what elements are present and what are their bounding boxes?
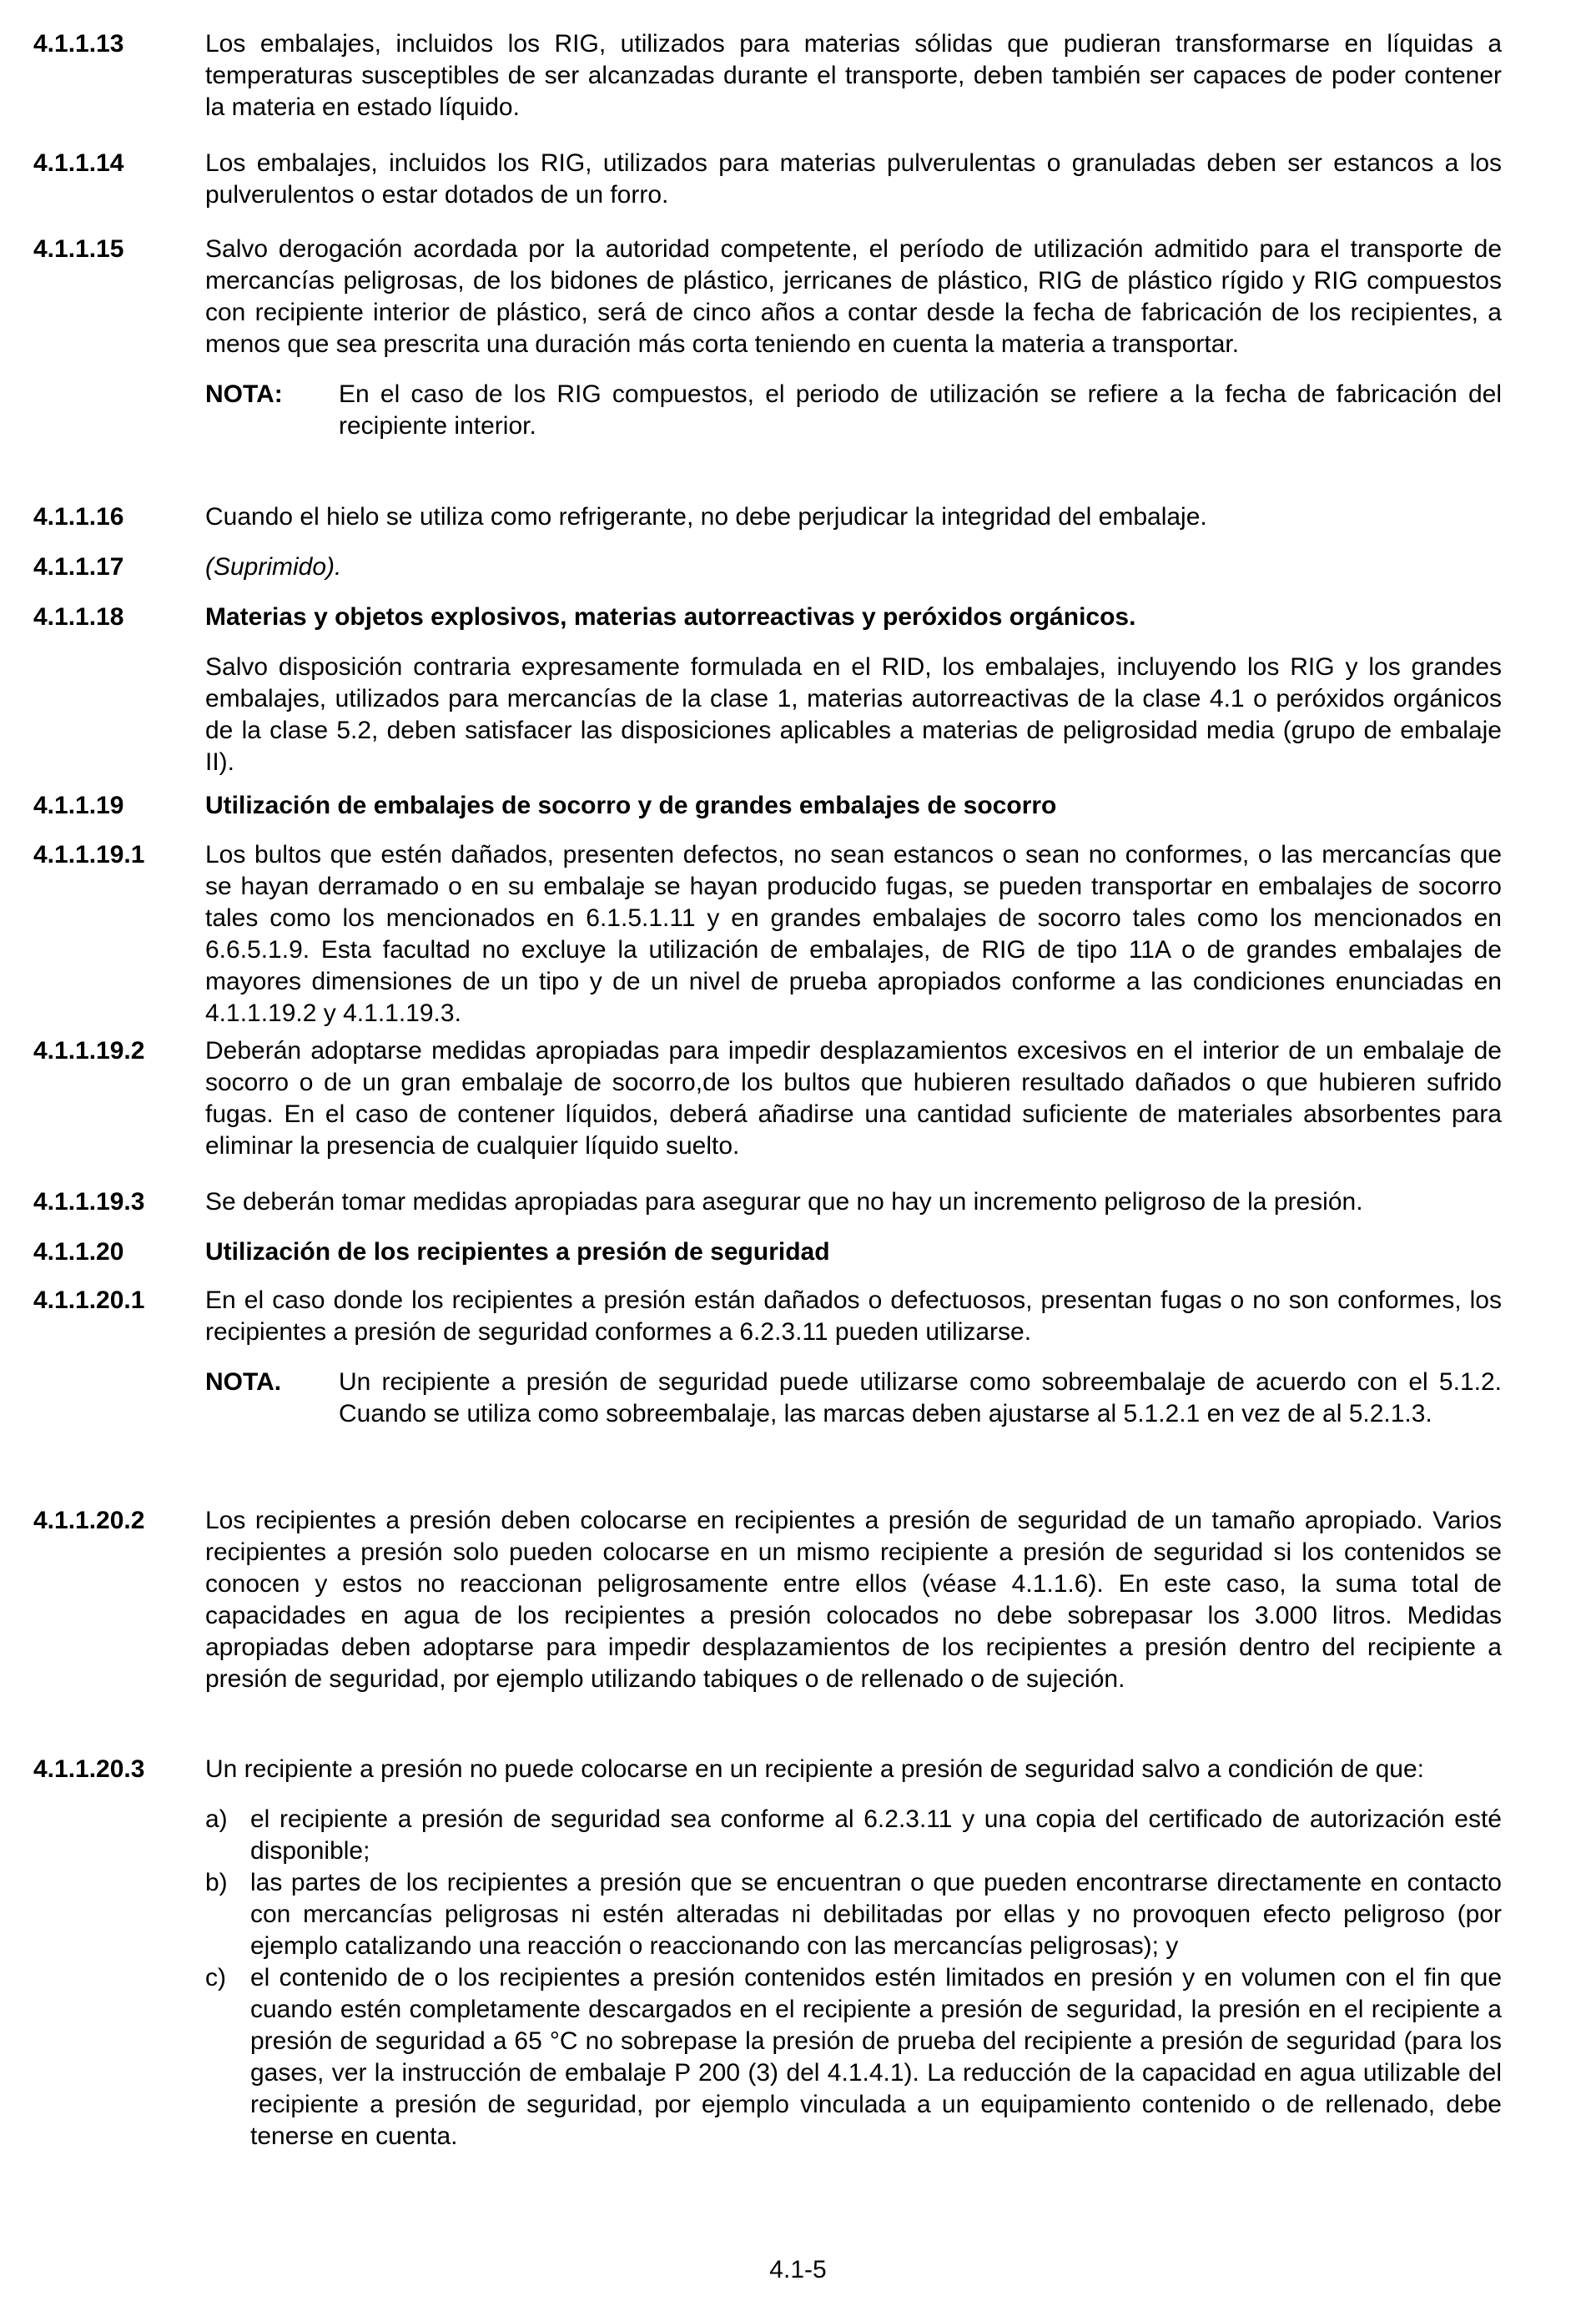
section-number: 4.1.1.20.3	[33, 1755, 145, 1783]
list-item	[205, 1867, 1502, 1962]
section-text: Deberán adoptarse medidas apropiadas para impedir desplazamientos excesivos en el interior de un embalaje de socorro o de un gran embalaje de socorro,de los bultos que hubieren resultado dañados o que hubieren sufrido fugas. En el caso de contener líquidos, deberá añadirse una cantidad suficiente de materiales absorbentes para eliminar la presencia de cualquier líquido suelto.	[205, 1037, 1502, 1160]
section-number: 4.1.1.19.1	[33, 841, 145, 868]
section-number: 4.1.1.19.3	[33, 1188, 145, 1216]
note-text: Un recipiente a presión de seguridad puede utilizarse como sobreembalaje de acuerdo con el 5.1.2. Cuando se utiliza como sobreembalaje, las marcas deben ajustarse al 5.1.2.1 en vez de al 5.2.1.3.	[339, 1368, 1502, 1427]
list-item	[205, 1804, 1502, 1867]
list-item-text: el recipiente a presión de seguridad sea conforme al 6.2.3.11 y una copia del certificado de autorización esté disponible;	[250, 1805, 1502, 1865]
section-text: Los embalajes, incluidos los RIG, utilizados para materias sólidas que pudieran transformarse en líquidas a temperaturas susceptibles de ser alcanzadas durante el transporte, deben también ser capaces de poder contener la materia en estado líquido.	[205, 30, 1502, 121]
section-heading: Utilización de embalajes de socorro y de grandes embalajes de socorro	[205, 792, 1057, 819]
section-4-1-1-17	[33, 551, 1502, 583]
section-number: 4.1.1.19.2	[33, 1037, 145, 1065]
section-number: 4.1.1.20	[33, 1238, 124, 1266]
note-text: En el caso de los RIG compuestos, el periodo de utilización se refiere a la fecha de fabricación del recipiente interior.	[339, 380, 1502, 440]
section-number: 4.1.1.15	[33, 235, 124, 263]
section-heading: Materias y objetos explosivos, materias autorreactivas y peróxidos orgánicos.	[205, 603, 1136, 631]
list-item-marker: b)	[205, 1869, 228, 1896]
section-4-1-1-18	[33, 602, 1502, 778]
condition-list	[205, 1804, 1502, 2152]
section-text: Los recipientes a presión deben colocarse en recipientes a presión de seguridad de un tamaño apropiado. Varios recipientes a presión solo pueden colocarse en un mismo recipiente a presión de seguridad si los contenidos se conocen y estos no reaccionan peligrosamente entre ellos (véase 4.1.1.6). En este caso, la suma total de capacidades en agua de los recipientes a presión colocados no debe sobrepasar los 3.000 litros. Medidas apropiadas deben adoptarse para impedir desplazamientos de los recipientes a presión dentro del recipiente a presión de seguridad, por ejemplo utilizando tabiques o de rellenado o de sujeción.	[205, 1507, 1502, 1693]
section-number: 4.1.1.19	[33, 792, 124, 819]
section-text: Los bultos que estén dañados, presenten defectos, no sean estancos o sean no conformes, o las mercancías que se hayan derramado o en su embalaje se hayan producido fugas, se pueden transportar en embalajes de socorro tales como los mencionados en 6.1.5.1.11 y en grandes embalajes de socorro tales como los mencionados en 6.6.5.1.9. Esta facultad no excluye la utilización de embalajes, de RIG de tipo 11A o de grandes embalajes de mayores dimensiones de un tipo y de un nivel de prueba apropiados conforme a las condiciones enunciadas en 4.1.1.19.2 y 4.1.1.19.3.	[205, 841, 1502, 1027]
list-item-text: el contenido de o los recipientes a presión contenidos estén limitados en presión y en volumen con el fin que cuando estén completamente descargados en el recipiente a presión de seguridad, la presión en el recipiente a presión de seguridad a 65 °C no sobrepase la presión de prueba del recipiente a presión de seguridad (para los gases, ver la instrucción de embalaje P 200 (3) del 4.1.4.1). La reducción de la capacidad en agua utilizable del recipiente a presión de seguridad, por ejemplo vinculada a un equipamiento contenido o de rellenado, debe tenerse en cuenta.	[250, 1964, 1502, 2150]
section-number: 4.1.1.18	[33, 603, 124, 631]
section-number: 4.1.1.13	[33, 30, 124, 58]
section-text: Salvo disposición contraria expresamente formulada en el RID, los embalajes, incluyendo los RIG y los grandes embalajes, utilizados para mercancías de la clase 1, materias autorreactivas de la clase 4.1 o peróxidos orgánicos de la clase 5.2, deben satisfacer las disposiciones aplicables a materias de peligrosidad media (grupo de embalaje II).	[205, 653, 1502, 776]
page-number: 4.1-5	[769, 2256, 827, 2283]
section-4-1-1-15	[33, 234, 1502, 442]
section-4-1-1-20-2	[33, 1505, 1502, 1695]
section-text: En el caso donde los recipientes a presión están dañados o defectuosos, presentan fugas o no son conformes, los recipientes a presión de seguridad conformes a 6.2.3.11 pueden utilizarse.	[205, 1286, 1502, 1346]
list-item-marker: a)	[205, 1805, 228, 1833]
section-number: 4.1.1.14	[33, 149, 124, 177]
section-number: 4.1.1.20.2	[33, 1507, 145, 1534]
section-text: Un recipiente a presión no puede colocarse en un recipiente a presión de seguridad salvo a condición de que:	[205, 1755, 1424, 1783]
section-4-1-1-20-3	[33, 1754, 1502, 2152]
section-4-1-1-20-1	[33, 1285, 1502, 1430]
note	[205, 379, 1502, 442]
list-item-marker: c)	[205, 1964, 226, 1991]
section-4-1-1-19-3	[33, 1186, 1502, 1218]
section-4-1-1-20	[33, 1236, 1502, 1268]
section-4-1-1-16	[33, 501, 1502, 533]
section-number: 4.1.1.20.1	[33, 1286, 145, 1314]
section-4-1-1-14	[33, 148, 1502, 211]
section-number: 4.1.1.17	[33, 553, 124, 581]
list-item	[205, 1962, 1502, 2152]
section-4-1-1-19-2	[33, 1035, 1502, 1162]
section-text: Se deberán tomar medidas apropiadas para asegurar que no hay un incremento peligroso de la presión.	[205, 1188, 1363, 1216]
note-label: NOTA:	[205, 380, 283, 408]
section-text: (Suprimido).	[205, 553, 342, 581]
note-label: NOTA.	[205, 1368, 282, 1396]
section-text: Cuando el hielo se utiliza como refrigerante, no debe perjudicar la integridad del embalaje.	[205, 503, 1207, 531]
list-item-text: las partes de los recipientes a presión que se encuentran o que pueden encontrarse directamente en contacto con mercancías peligrosas ni estén alteradas ni debilitadas por ellas y no provoquen efecto peligroso (por ejemplo catalizando una reacción o reaccionando con las mercancías peligrosas); y	[250, 1869, 1502, 1960]
section-number: 4.1.1.16	[33, 503, 124, 531]
section-4-1-1-13	[33, 28, 1502, 123]
section-text: Los embalajes, incluidos los RIG, utilizados para materias pulverulentas o granuladas deben ser estancos a los pulverulentos o estar dotados de un forro.	[205, 149, 1502, 209]
section-heading: Utilización de los recipientes a presión de seguridad	[205, 1238, 830, 1266]
section-4-1-1-19	[33, 790, 1502, 822]
section-4-1-1-19-1	[33, 839, 1502, 1030]
note	[205, 1367, 1502, 1430]
section-text: Salvo derogación acordada por la autoridad competente, el período de utilización admitido para el transporte de mercancías peligrosas, de los bidones de plástico, jerricanes de plástico, RIG de plástico rígido y RIG compuestos con recipiente interior de plástico, será de cinco años a contar desde la fecha de fabricación de los recipientes, a menos que sea prescrita una duración más corta teniendo en cuenta la materia a transportar.	[205, 235, 1502, 358]
